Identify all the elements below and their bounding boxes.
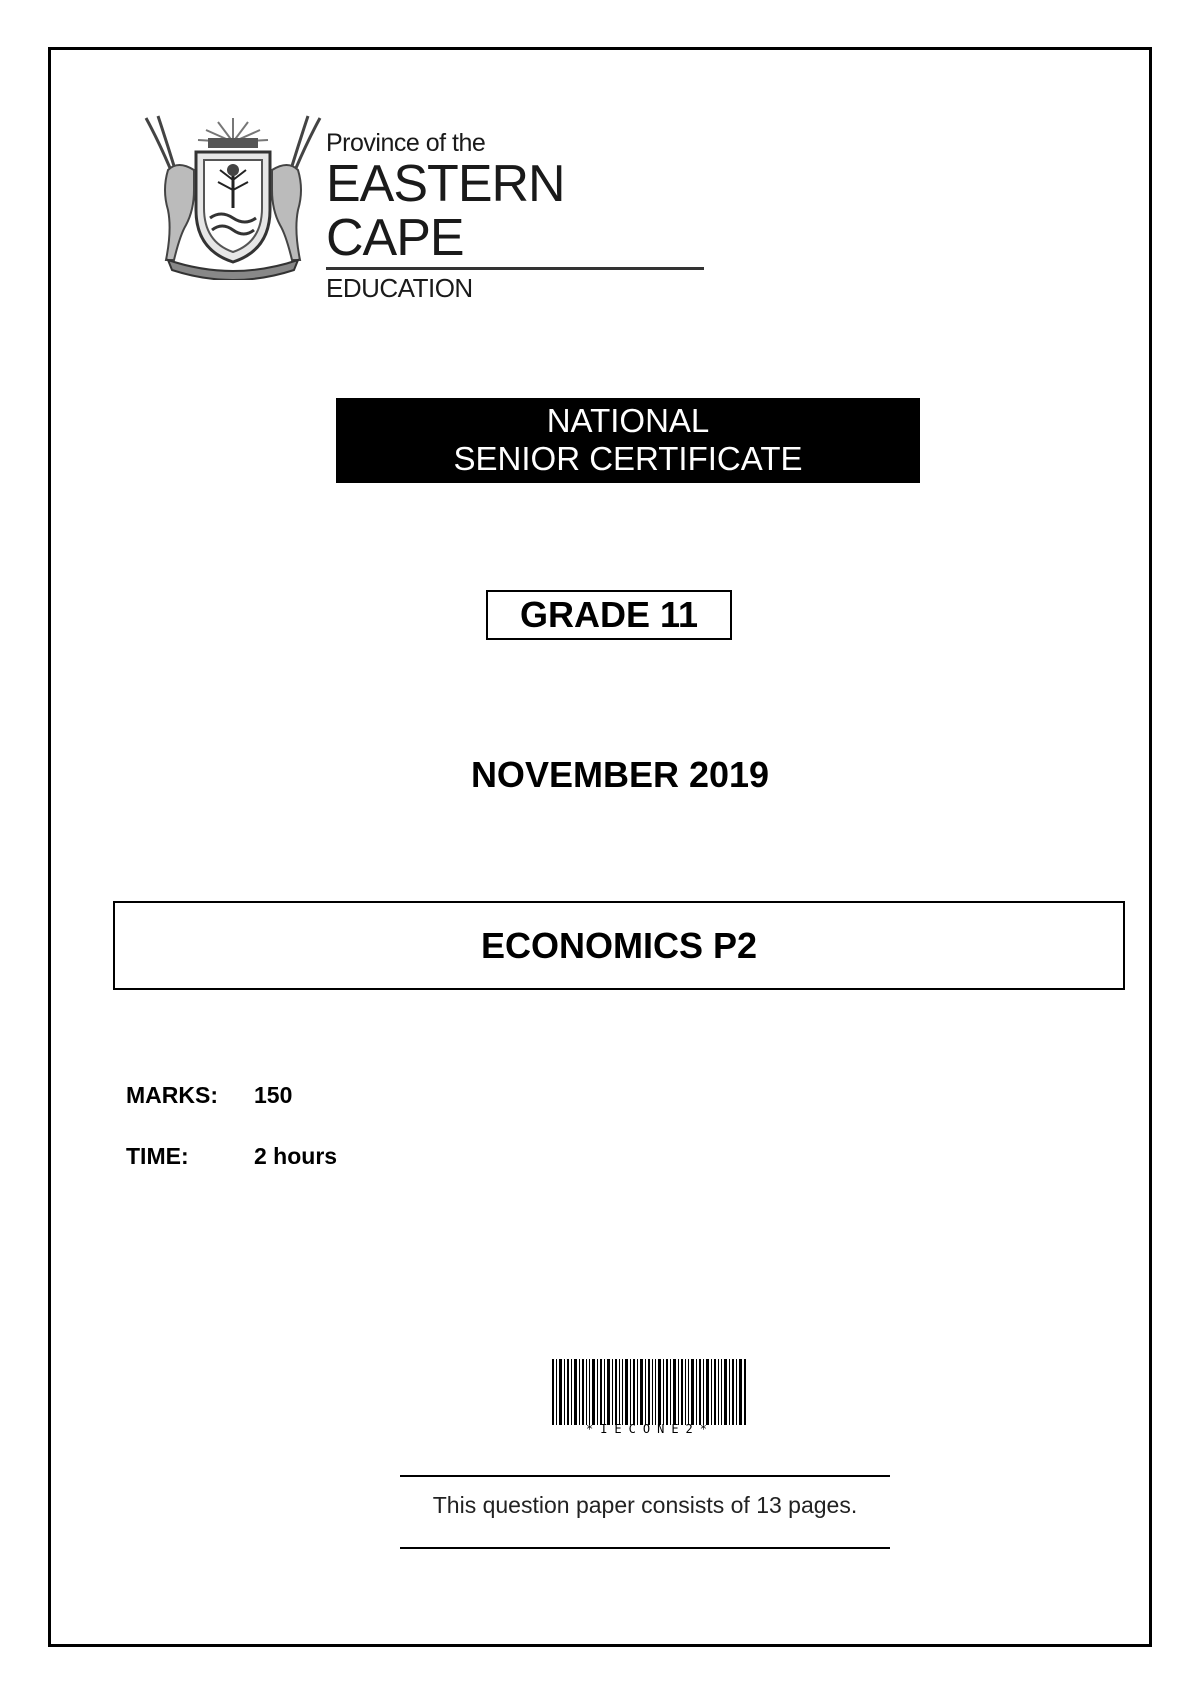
time-value: 2 hours: [254, 1143, 338, 1169]
logo-text: [326, 130, 706, 303]
page-count-note: This question paper consists of 13 pages.: [432, 1492, 858, 1518]
time-row: [126, 1143, 337, 1170]
logo-province-line: Province of the: [326, 129, 486, 157]
logo-province-name: EASTERN CAPE: [326, 155, 565, 267]
marks-label: MARKS:: [126, 1082, 218, 1108]
footer-bottom-rule: [400, 1547, 890, 1549]
banner-line-2: SENIOR CERTIFICATE: [453, 440, 803, 477]
banner-line-1: NATIONAL: [546, 402, 710, 439]
exam-date: NOVEMBER 2019: [470, 754, 770, 795]
footer-top-rule: [400, 1475, 890, 1477]
subject-title: ECONOMICS P2: [113, 901, 1125, 990]
certificate-banner: [336, 398, 920, 483]
coat-of-arms-icon: [138, 110, 328, 280]
time-label: TIME:: [126, 1143, 189, 1169]
logo-divider: [326, 267, 704, 270]
barcode-text: *IECONE2*: [585, 1422, 715, 1436]
department-logo: [138, 110, 718, 303]
grade-box: GRADE 11: [486, 590, 732, 640]
marks-value: 150: [254, 1082, 293, 1108]
marks-row: [126, 1082, 292, 1109]
logo-department: EDUCATION: [326, 273, 473, 303]
